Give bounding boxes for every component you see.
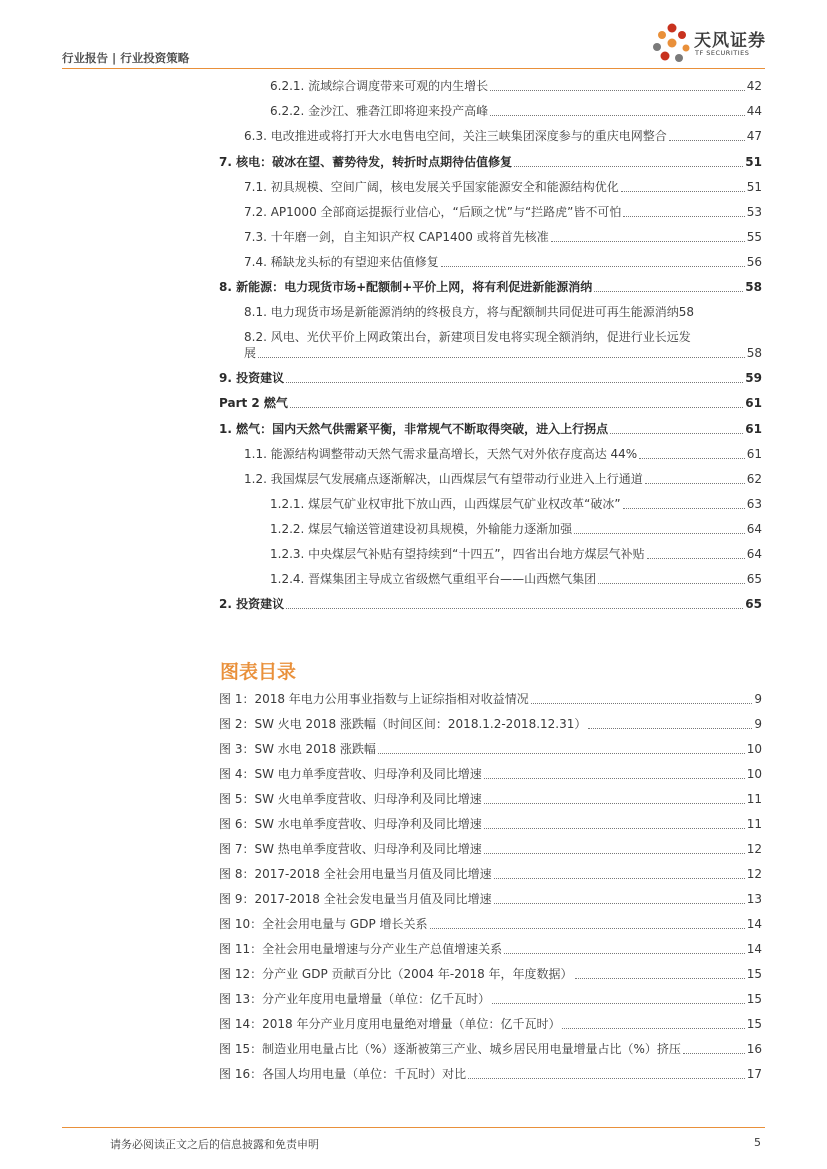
figure-entry[interactable]: 图 12：分产业 GDP 贡献百分比（2004 年-2018 年，年度数据） 15 bbox=[219, 967, 762, 981]
figure-entry[interactable]: 图 7：SW 热电单季度营收、归母净利及同比增速 12 bbox=[219, 842, 762, 856]
toc-entry[interactable]: 7.2. AP1000 全部商运提振行业信心，“后顾之忧”与“拦路虎”皆不可怕 53 bbox=[244, 205, 762, 219]
toc-entry[interactable]: 1.2.2. 煤层气输送管道建设初具规模，外输能力逐渐加强 64 bbox=[270, 522, 762, 536]
footer-disclaimer: 请务必阅读正文之后的信息披露和免责申明 bbox=[110, 1138, 319, 1151]
toc-part[interactable]: Part 2 燃气 61 bbox=[219, 396, 762, 410]
toc-entry[interactable]: 6.2.1. 流域综合调度带来可观的内生增长 42 bbox=[270, 79, 762, 93]
toc-chapter[interactable]: 8. 新能源：电力现货市场+配额制+平价上网，将有利促进新能源消纳 58 bbox=[219, 280, 762, 294]
toc-entry[interactable]: 7.4. 稀缺龙头标的有望迎来估值修复 56 bbox=[244, 255, 762, 269]
logo-mark-icon bbox=[652, 22, 692, 68]
figure-entry[interactable]: 图 13：分产业年度用电量增量（单位：亿千瓦时） 15 bbox=[219, 992, 762, 1006]
figure-entry[interactable]: 图 14：2018 年分产业月度用电量绝对增量（单位：亿千瓦时） 15 bbox=[219, 1017, 762, 1031]
figure-entry[interactable]: 图 11：全社会用电量增速与分产业生产总值增速关系 14 bbox=[219, 942, 762, 956]
logo-text: 天风证券 bbox=[694, 31, 766, 51]
figure-entry[interactable]: 图 4：SW 电力单季度营收、归母净利及同比增速 10 bbox=[219, 767, 762, 781]
toc-entry[interactable]: 1.2. 我国煤层气发展痛点逐渐解决，山西煤层气有望带动行业进入上行通道 62 bbox=[244, 472, 762, 486]
figure-entry[interactable]: 图 9：2017-2018 全社会发电量当月值及同比增速 13 bbox=[219, 892, 762, 906]
toc-entry[interactable]: 1.1. 能源结构调整带动天然气需求量高增长，天然气对外依存度高达 44% 61 bbox=[244, 447, 762, 461]
figure-entry[interactable]: 图 15：制造业用电量占比（%）逐渐被第三产业、城乡居民用电量增量占比（%）挤压 16 bbox=[219, 1042, 762, 1056]
header-divider bbox=[62, 68, 765, 69]
figure-entry[interactable]: 图 5：SW 火电单季度营收、归母净利及同比增速 11 bbox=[219, 792, 762, 806]
footer-divider bbox=[62, 1127, 765, 1128]
toc-entry[interactable]: 7.1. 初具规模、空间广阔，核电发展关乎国家能源安全和能源结构优化 51 bbox=[244, 180, 762, 194]
toc-entry[interactable]: 1.2.1. 煤层气矿业权审批下放山西，山西煤层气矿业权改革“破冰” 63 bbox=[270, 497, 762, 511]
toc-entry[interactable]: 6.3. 电改推进或将打开大水电售电空间，关注三峡集团深度参与的重庆电网整合 47 bbox=[244, 129, 762, 143]
figure-entry[interactable]: 图 2：SW 火电 2018 涨跌幅（时间区间：2018.1.2-2018.12.31） 9 bbox=[219, 717, 762, 731]
page-header bbox=[0, 0, 827, 70]
page-number: 5 bbox=[754, 1136, 761, 1149]
toc-entry[interactable]: 7.3. 十年磨一剑，自主知识产权 CAP1400 或将首先核准 55 bbox=[244, 230, 762, 244]
logo-subtext: TF SECURITIES bbox=[695, 49, 750, 57]
toc-chapter[interactable]: 9. 投资建议 59 bbox=[219, 371, 762, 385]
figure-entry[interactable]: 图 16：各国人均用电量（单位：千瓦时）对比 17 bbox=[219, 1067, 762, 1081]
toc-entry[interactable]: 1.2.4. 晋煤集团主导成立省级燃气重组平台——山西燃气集团 65 bbox=[270, 572, 762, 586]
figure-entry[interactable]: 图 1：2018 年电力公用事业指数与上证综指相对收益情况 9 bbox=[219, 692, 762, 706]
toc-entry[interactable]: 1.2.3. 中央煤层气补贴有望持续到“十四五”，四省出台地方煤层气补贴 64 bbox=[270, 547, 762, 561]
toc-entry[interactable]: 8.1. 电力现货市场是新能源消纳的终极良方，将与配额制共同促进可再生能源消纳 58 bbox=[244, 305, 694, 319]
company-logo bbox=[652, 22, 772, 70]
toc-entry[interactable]: 6.2.2. 金沙江、雅砻江即将迎来投产高峰 44 bbox=[270, 104, 762, 118]
toc-entry[interactable]: 8.2. 风电、光伏平价上网政策出台，新建项目发电将实现全额消纳，促进行业长远发 展 58 bbox=[244, 330, 762, 360]
figure-entry[interactable]: 图 3：SW 水电 2018 涨跌幅 10 bbox=[219, 742, 762, 756]
report-category: 行业报告 | 行业投资策略 bbox=[62, 51, 190, 65]
toc-chapter[interactable]: 7. 核电：破冰在望、蓄势待发，转折时点期待估值修复 51 bbox=[219, 155, 762, 169]
figures-title: 图表目录 bbox=[220, 661, 297, 683]
figure-entry[interactable]: 图 10：全社会用电量与 GDP 增长关系 14 bbox=[219, 917, 762, 931]
toc-chapter[interactable]: 2. 投资建议 65 bbox=[219, 597, 762, 611]
figure-entry[interactable]: 图 8：2017-2018 全社会用电量当月值及同比增速 12 bbox=[219, 867, 762, 881]
figure-entry[interactable]: 图 6：SW 水电单季度营收、归母净利及同比增速 11 bbox=[219, 817, 762, 831]
toc-chapter[interactable]: 1. 燃气：国内天然气供需紧平衡，非常规气不断取得突破，进入上行拐点 61 bbox=[219, 422, 762, 436]
